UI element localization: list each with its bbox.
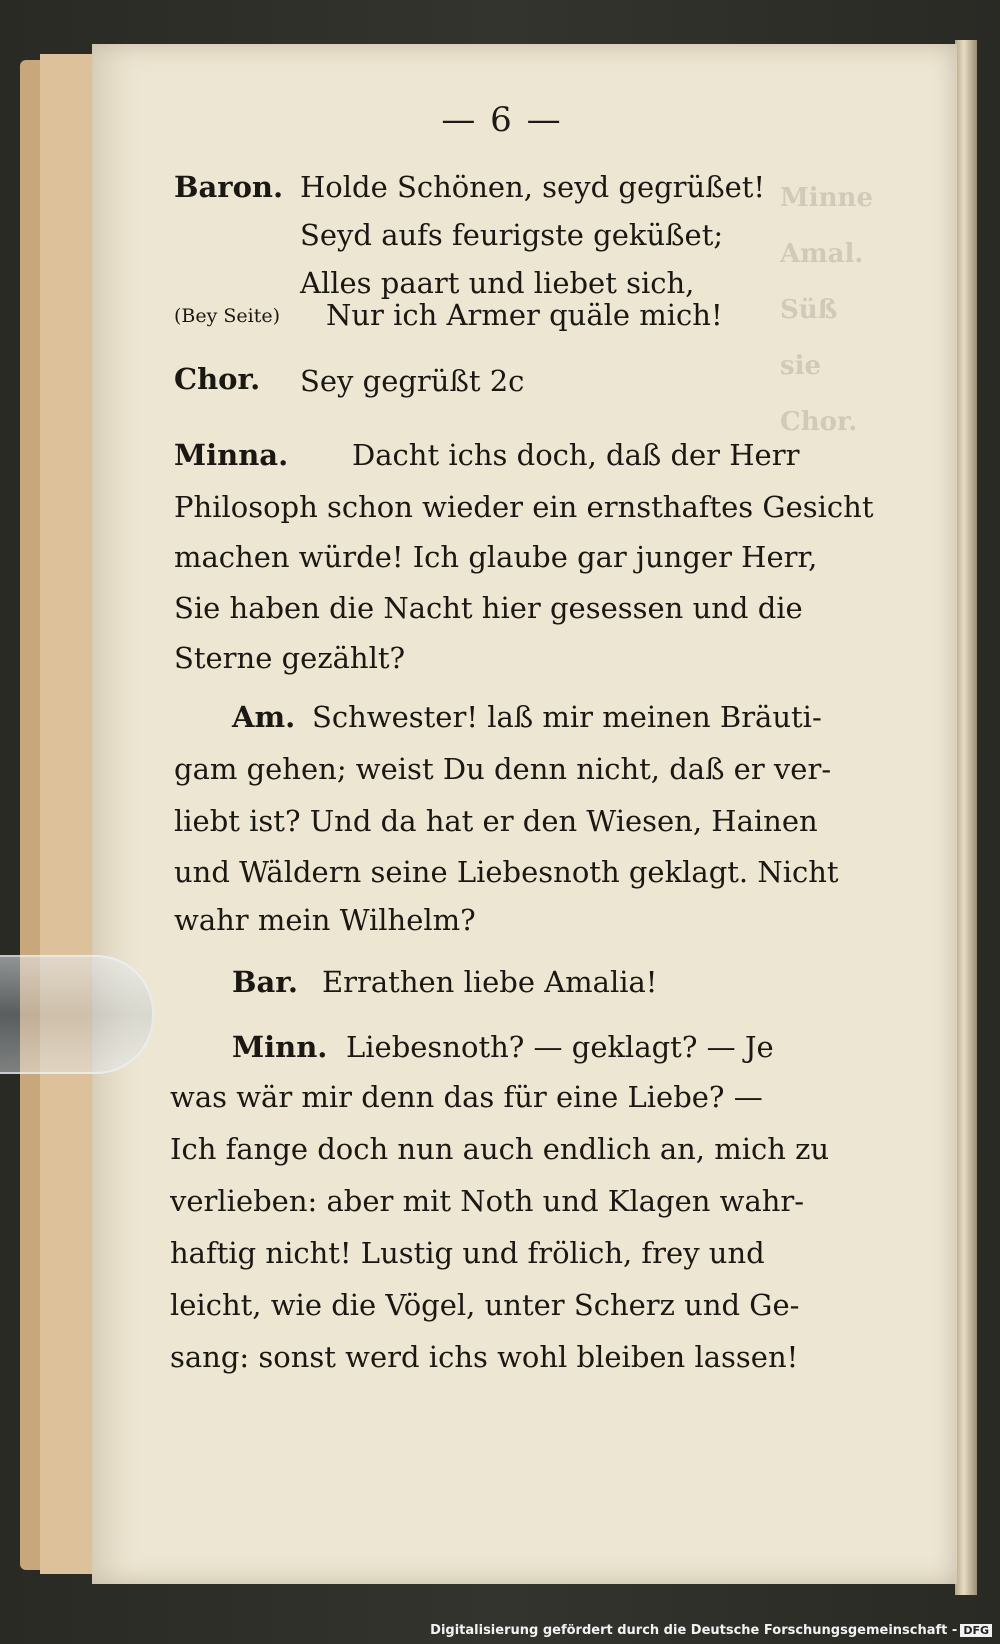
page-clip [0, 955, 154, 1074]
prose-line: Ich fange doch nun auch endlich an, mich zu [170, 1132, 830, 1166]
prose-line: sang: sonst werd ichs wohl bleiben lassen! [170, 1340, 799, 1374]
speaker-label: Minn. [232, 1030, 328, 1064]
prose-line: Errathen liebe Amalia! [322, 965, 658, 999]
prose-line: Sie haben die Nacht hier gesessen und die [174, 591, 803, 625]
prose-line: Liebesnoth? — geklagt? — Je [346, 1030, 774, 1064]
funding-credit-text: Digitalisierung gefördert durch die Deutsche Forschungsgemeinschaft - [430, 1623, 958, 1638]
funding-credit [430, 1623, 992, 1638]
verse-line: Seyd aufs feurigste geküßet; [300, 218, 724, 252]
prose-line: leicht, wie die Vögel, unter Scherz und Ge- [170, 1288, 800, 1322]
prose-line: machen würde! Ich glaube gar junger Herr, [174, 540, 818, 574]
prose-line: Dacht ichs doch, daß der Herr [352, 438, 800, 472]
verse-line: Alles paart und liebet sich, [300, 266, 695, 300]
prose-line: Sterne gezählt? [174, 641, 406, 675]
prose-line: Philosoph schon wieder ein ernsthaftes Gesicht [174, 490, 874, 524]
prose-line: verlieben: aber mit Noth und Klagen wahr- [170, 1184, 805, 1218]
verse-line: Sey gegrüßt 2c [300, 364, 525, 398]
speaker-label: Baron. [174, 170, 284, 204]
prose-line: was wär mir denn das für eine Liebe? — [170, 1080, 763, 1114]
show-through-text: Minne Amal. Süß sie Chor. [780, 183, 874, 437]
facing-page-edge [955, 40, 977, 1595]
dfg-logo: DFG [960, 1624, 992, 1637]
prose-line: wahr mein Wilhelm? [174, 903, 476, 937]
speaker-label: Chor. [174, 362, 261, 396]
prose-line: gam gehen; weist Du denn nicht, daß er ver- [174, 752, 832, 786]
stage-direction: (Bey Seite) [174, 305, 281, 327]
prose-line: Schwester! laß mir meinen Bräuti- [312, 700, 822, 734]
speaker-label: Bar. [232, 965, 299, 999]
prose-line: und Wäldern seine Liebesnoth geklagt. Nicht [174, 855, 839, 889]
verse-line: Holde Schönen, seyd gegrüßet! [300, 170, 766, 204]
prose-line: liebt ist? Und da hat er den Wiesen, Hainen [174, 804, 818, 838]
speaker-label: Am. [232, 700, 296, 734]
verse-line: Nur ich Armer quäle mich! [326, 298, 723, 332]
speaker-label: Minna. [174, 438, 289, 472]
page-number: — 6 — [441, 100, 563, 140]
prose-line: haftig nicht! Lustig und frölich, frey und [170, 1236, 765, 1270]
